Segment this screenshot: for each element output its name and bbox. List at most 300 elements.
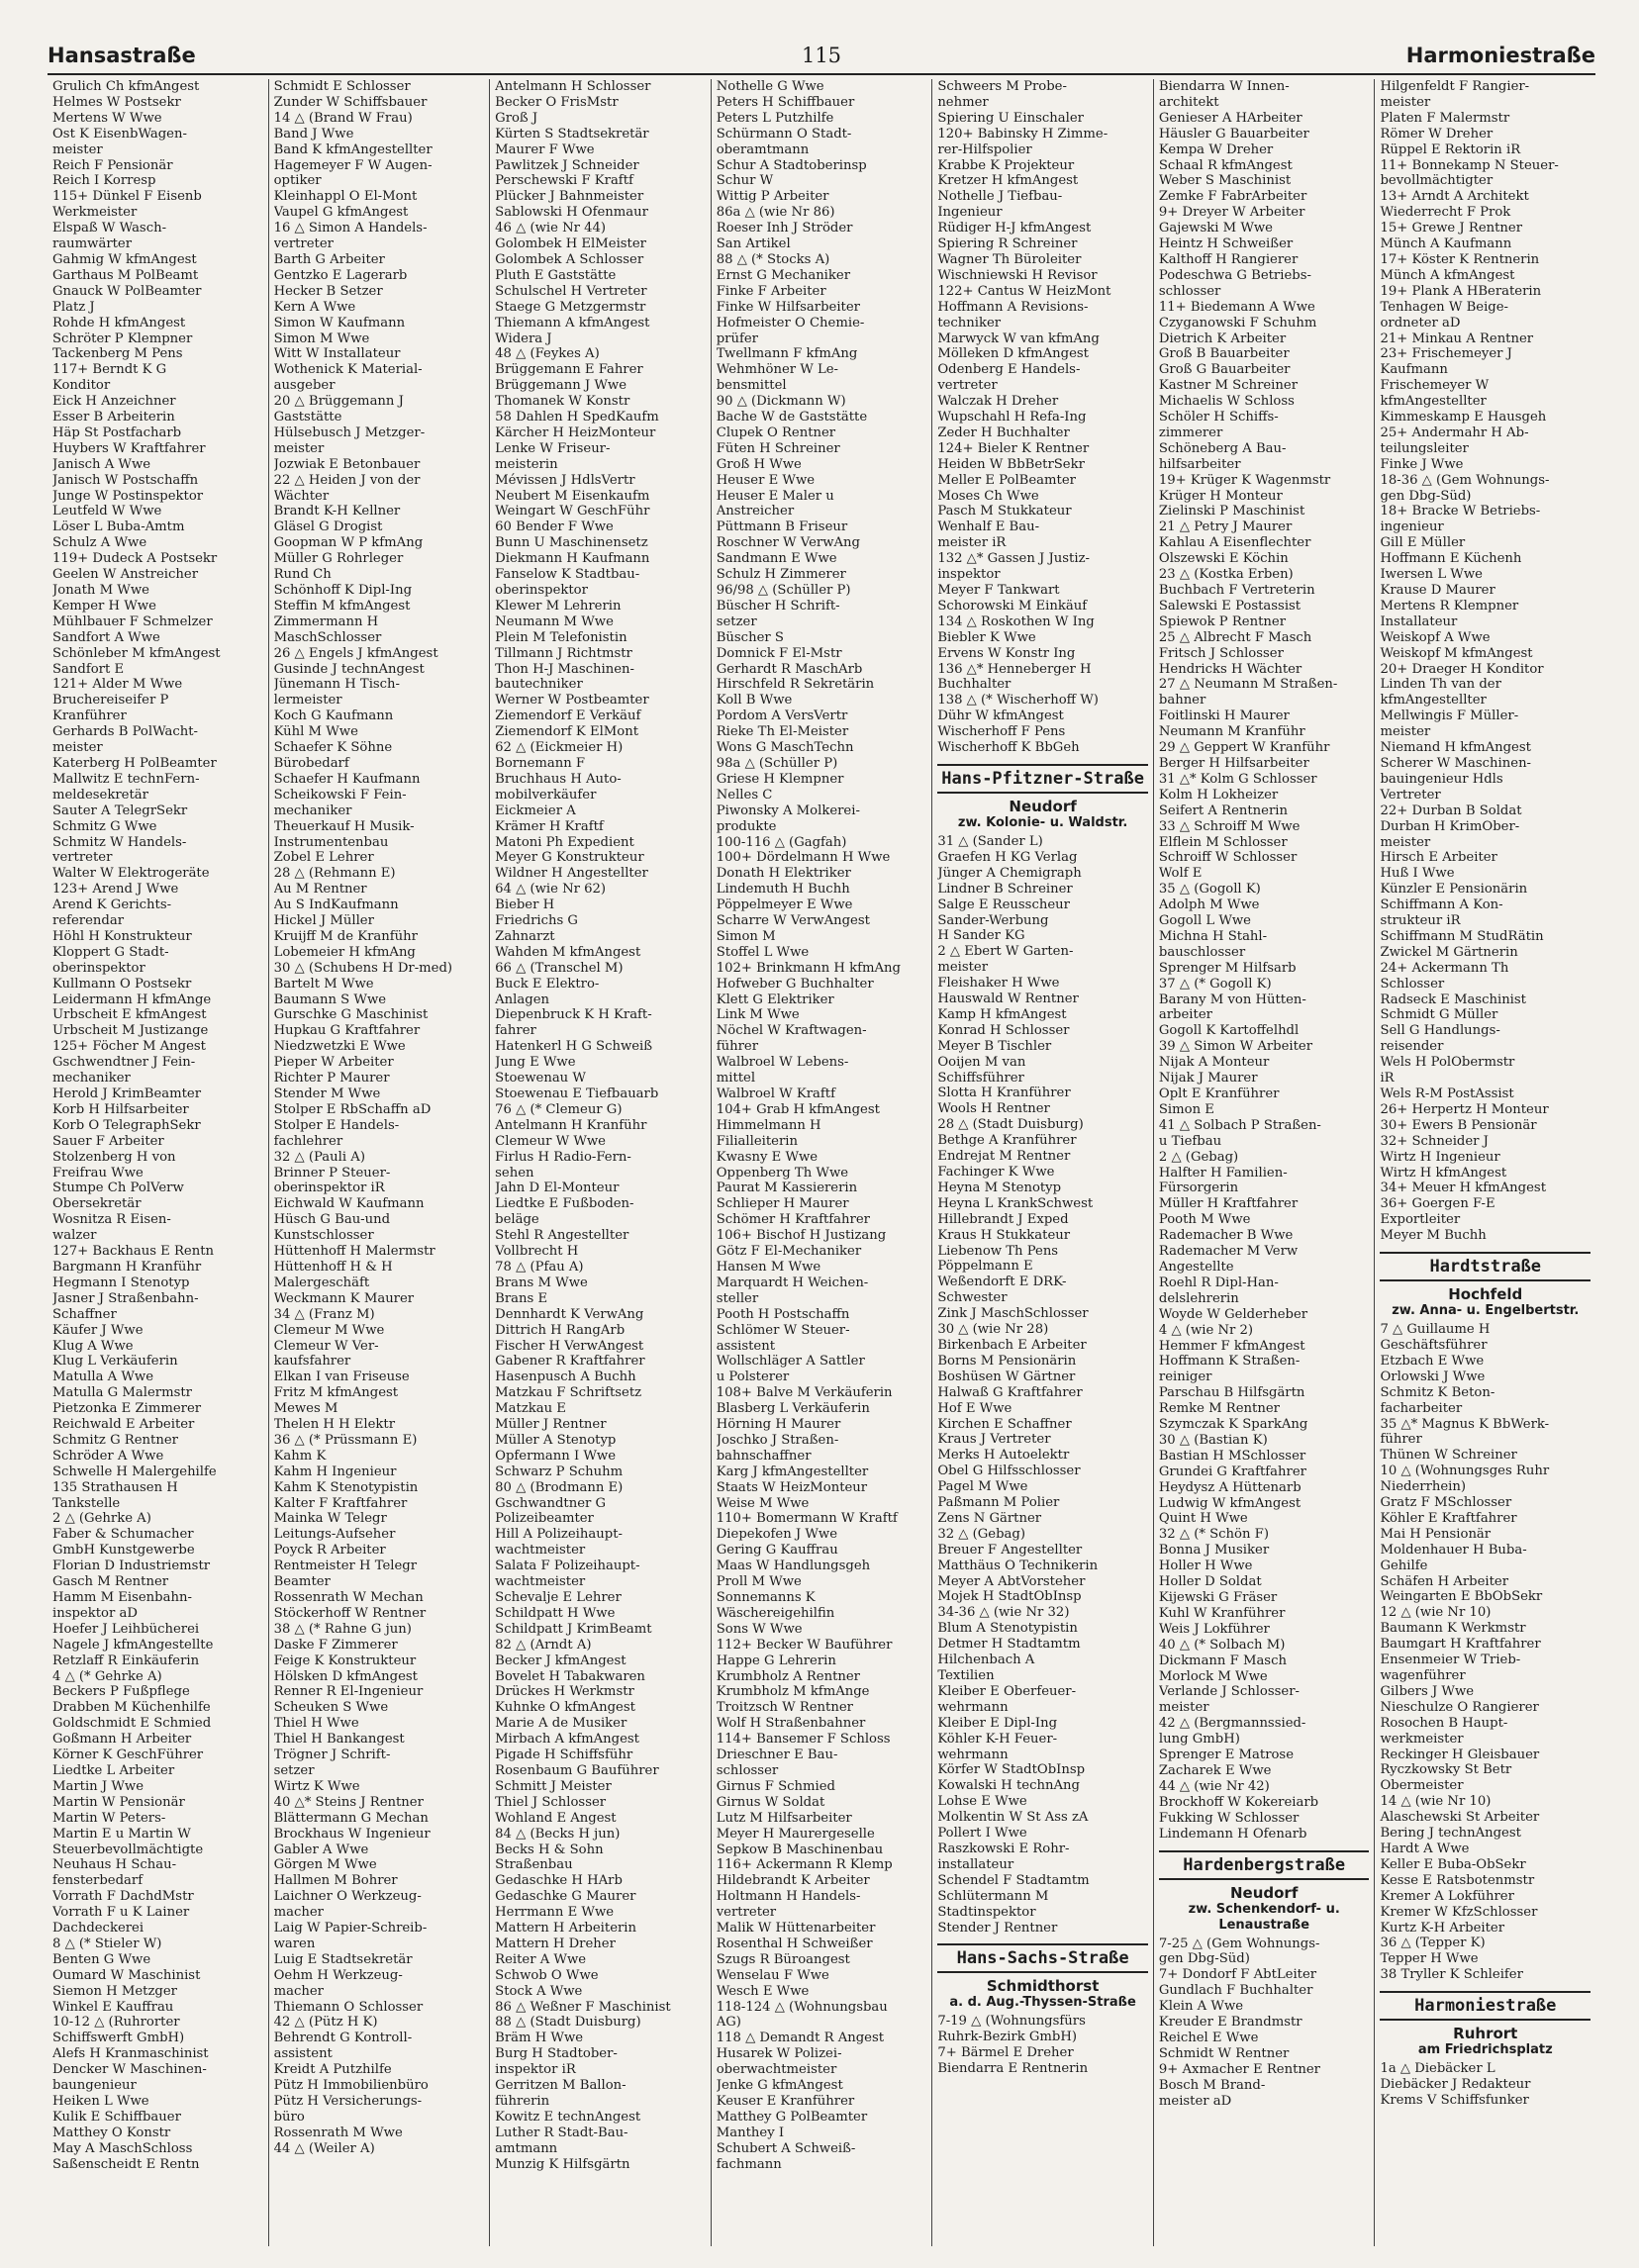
directory-entry: Schwester bbox=[937, 1290, 1008, 1306]
directory-entry: 32 △ (Pauli A) bbox=[273, 1149, 365, 1165]
directory-entry: Baumgart H Kraftfahrer bbox=[1380, 1637, 1541, 1653]
directory-entry: Walbroel W Kraftf bbox=[716, 1087, 835, 1101]
directory-entry: Liedtke L Arbeiter bbox=[52, 1762, 175, 1778]
directory-entry: Diekmann H Kaufmann bbox=[495, 551, 650, 567]
directory-entry: 46 △ (wie Nr 44) bbox=[495, 221, 607, 236]
directory-entry: Weber S Maschinist bbox=[1158, 173, 1292, 189]
directory-entry: Götz F El-Mechaniker bbox=[716, 1244, 862, 1260]
directory-entry: Clupek O Rentner bbox=[716, 425, 836, 440]
directory-entry: Iwersen L Wwe bbox=[1380, 567, 1483, 583]
directory-entry: Klein A Wwe bbox=[1158, 1999, 1244, 2015]
directory-entry: 80 △ (Brodmann E) bbox=[495, 1479, 624, 1495]
directory-entry: Florian D Industriemstr bbox=[52, 1559, 211, 1574]
directory-entry: Obermeister bbox=[1380, 1778, 1464, 1794]
directory-entry: Salata F Polizeihaupt- bbox=[495, 1559, 640, 1574]
directory-entry: Sauter A TelegrSekr bbox=[52, 803, 188, 818]
directory-entry: Ruhrk-Bezirk GmbH) bbox=[937, 2030, 1078, 2045]
directory-entry: 7+ Bärmel E Dreher bbox=[937, 2045, 1074, 2061]
directory-entry: 2 △ (Gebag) bbox=[1158, 1149, 1239, 1165]
directory-entry: 29 △ Geppert W Kranführ bbox=[1158, 740, 1330, 756]
directory-entry: assistent bbox=[716, 1338, 776, 1354]
directory-entry: Marwyck W van kfmAng bbox=[937, 331, 1100, 346]
directory-entry: meister bbox=[273, 440, 325, 456]
directory-entry: Stender J Rentner bbox=[937, 1920, 1058, 1936]
directory-entry: Gläsel G Drogist bbox=[273, 520, 383, 535]
directory-entry: Schwelle H Malergehilfe bbox=[52, 1464, 217, 1479]
directory-entry: Weiskopf A Wwe bbox=[1380, 629, 1491, 645]
directory-entry: gen Dbg-Süd) bbox=[1380, 488, 1472, 504]
directory-entry: Lenke W Friseur- bbox=[495, 440, 611, 456]
directory-entry: Halfter H Familien- bbox=[1158, 1165, 1288, 1181]
directory-entry: werkmeister bbox=[1380, 1731, 1464, 1747]
directory-entry: Niemand H kfmAngest bbox=[1380, 740, 1531, 756]
directory-entry: 21+ Minkau A Rentner bbox=[1380, 331, 1534, 346]
directory-entry: Stock A Wwe bbox=[495, 1983, 583, 1999]
directory-entry: Häp St Postfacharb bbox=[52, 425, 182, 440]
directory-entry: 30 △ (Schubens H Dr-med) bbox=[273, 960, 453, 976]
directory-entry: 33 △ Schroiff M Wwe bbox=[1158, 818, 1301, 834]
header-street-end: Harmoniestraße bbox=[1405, 44, 1595, 67]
directory-entry: Remke M Rentner bbox=[1158, 1401, 1280, 1417]
directory-entry: 40 △ (* Solbach M) bbox=[1158, 1637, 1286, 1653]
directory-entry: Fürsorgerin bbox=[1158, 1181, 1239, 1196]
directory-entry: walzer bbox=[52, 1228, 97, 1244]
directory-entry: Reichel E Wwe bbox=[1158, 2030, 1259, 2045]
directory-entry: Zemke F FabrArbeiter bbox=[1158, 189, 1307, 205]
directory-entry: 36 △ (Tepper K) bbox=[1380, 1936, 1486, 1951]
directory-entry: San Artikel bbox=[716, 236, 791, 252]
directory-entry: 127+ Backhaus E Rentn bbox=[52, 1244, 214, 1260]
directory-entry: Wosnitza R Eisen- bbox=[52, 1212, 171, 1228]
directory-entry: 2 △ Ebert W Garten- bbox=[937, 944, 1074, 960]
directory-entry: Stender M Wwe bbox=[273, 1087, 381, 1101]
directory-entry: Ingenieur bbox=[937, 205, 1003, 221]
directory-entry: Werner W Postbeamter bbox=[495, 693, 649, 709]
directory-entry: Pütz H Immobilienbüro bbox=[273, 2078, 429, 2094]
directory-entry: Fachinger K Wwe bbox=[937, 1165, 1055, 1180]
directory-entry: lermeister bbox=[273, 693, 342, 709]
directory-entry: amtmann bbox=[495, 2140, 558, 2156]
directory-entry: Rosenbaum G Bauführer bbox=[495, 1762, 659, 1778]
directory-entry: Krems V Schiffsfunker bbox=[1380, 2092, 1529, 2108]
directory-entry: teilungsleiter bbox=[1380, 440, 1469, 456]
district-name: Ruhrort bbox=[1453, 2025, 1518, 2043]
directory-entry: Dühr W kfmAngest bbox=[937, 709, 1064, 724]
directory-entry: Nöchel W Kraftwagen- bbox=[716, 1023, 867, 1039]
directory-entry: bahnschaffner bbox=[716, 1448, 812, 1464]
directory-entry: 4 △ (wie Nr 2) bbox=[1158, 1322, 1254, 1338]
directory-entry: Sprenger E Matrose bbox=[1158, 1748, 1295, 1763]
directory-entry: Werkmeister bbox=[52, 205, 138, 221]
directory-entry: Nijak J Maurer bbox=[1158, 1071, 1258, 1087]
directory-entry: Hirsch E Arbeiter bbox=[1380, 850, 1497, 866]
directory-entry: Durban H KrimOber- bbox=[1380, 818, 1520, 834]
directory-entry: Simon M bbox=[716, 928, 776, 944]
directory-entry: delslehrerin bbox=[1158, 1290, 1239, 1306]
directory-entry: Weis J Lokführer bbox=[1158, 1621, 1270, 1637]
directory-entry: Eickmeier A bbox=[495, 803, 576, 818]
directory-entry: 7+ Dondorf F AbtLeiter bbox=[1158, 1967, 1317, 1983]
directory-entry: Ludwig W kfmAngest bbox=[1158, 1495, 1302, 1511]
street-heading: Hardenbergstraße bbox=[1159, 1850, 1370, 1880]
directory-entry: Tackenberg M Pens bbox=[52, 346, 183, 362]
directory-entry: Kahm K bbox=[273, 1448, 327, 1464]
directory-entry: Pluth E Gaststätte bbox=[495, 267, 617, 283]
directory-entry: Kullmann O Postsekr bbox=[52, 976, 192, 992]
directory-entry: 12 △ (wie Nr 10) bbox=[1380, 1605, 1492, 1621]
directory-entry: Schildpatt J KrimBeamt bbox=[495, 1621, 652, 1637]
directory-entry: bautechniker bbox=[495, 677, 583, 693]
directory-entry: reiniger bbox=[1158, 1370, 1212, 1385]
directory-entry: Gabener R Kraftfahrer bbox=[495, 1354, 645, 1370]
directory-entry: Tenhagen W Beige- bbox=[1380, 299, 1508, 315]
directory-entry: Gusinde J technAngest bbox=[273, 661, 425, 677]
directory-entry: Oehm H Werkzeug- bbox=[273, 1967, 403, 1983]
directory-entry: Witt W Installateur bbox=[273, 346, 401, 362]
directory-entry: schlosser bbox=[1158, 283, 1221, 299]
directory-entry: Dennhardt K VerwAng bbox=[495, 1306, 644, 1322]
directory-entry: Biendarra E Rentnerin bbox=[937, 2061, 1089, 2077]
directory-entry: Gilbers J Wwe bbox=[1380, 1683, 1475, 1699]
directory-entry: Meyer B Tischler bbox=[937, 1038, 1052, 1054]
directory-entry: Bache W de Gaststätte bbox=[716, 410, 868, 425]
directory-entry: Lindemann H Ofenarb bbox=[1158, 1826, 1307, 1842]
directory-entry: Baumann S Wwe bbox=[273, 992, 387, 1007]
directory-entry: Liebenow Th Pens bbox=[937, 1243, 1059, 1259]
directory-entry: Kuhl W Kranführer bbox=[1158, 1605, 1286, 1621]
directory-entry: 17+ Köster K Rentnerin bbox=[1380, 251, 1540, 267]
directory-entry: 110+ Bomermann W Kraftf bbox=[716, 1511, 898, 1527]
directory-entry: Matthäus O Technikerin bbox=[937, 1558, 1099, 1573]
directory-entry: produkte bbox=[716, 818, 777, 834]
directory-entry: Schmitz G Wwe bbox=[52, 818, 157, 834]
directory-entry: nehmer bbox=[937, 94, 989, 110]
directory-entry: Kraus J Vertreter bbox=[937, 1432, 1051, 1448]
directory-entry: Heuser E Wwe bbox=[716, 472, 816, 488]
directory-entry: Golombek H ElMeister bbox=[495, 236, 646, 252]
directory-entry: Wagner Th Büroleiter bbox=[937, 251, 1082, 267]
directory-entry: Au M Rentner bbox=[273, 882, 367, 898]
directory-entry: 34+ Meuer H kfmAngest bbox=[1380, 1181, 1546, 1196]
directory-entry: Behrendt G Kontroll- bbox=[273, 2031, 413, 2046]
directory-entry: Etzbach E Wwe bbox=[1380, 1353, 1485, 1369]
directory-entry: Büscher H Schrift- bbox=[716, 598, 840, 614]
directory-entry: Schröder A Wwe bbox=[52, 1448, 164, 1464]
directory-entry: Quint H Wwe bbox=[1158, 1511, 1248, 1527]
directory-entry: 19+ Krüger K Wagenmstr bbox=[1158, 472, 1331, 488]
directory-entry: referendar bbox=[52, 913, 125, 929]
directory-entry: Kranführer bbox=[52, 709, 127, 724]
directory-entry: 15+ Grewe J Rentner bbox=[1380, 221, 1523, 236]
directory-entry: Marie A de Musiker bbox=[495, 1716, 627, 1732]
directory-entry: Halwaß G Kraftfahrer bbox=[937, 1384, 1083, 1400]
directory-entry: Becks H & Sohn bbox=[495, 1842, 604, 1857]
directory-entry: Seifert A Rentnerin bbox=[1158, 803, 1288, 818]
directory-entry: Thiel H Bankangest bbox=[273, 1732, 405, 1748]
directory-entry: Wirtz H kfmAngest bbox=[1380, 1165, 1507, 1181]
directory-entry: Gogoll K Kartoffelhdl bbox=[1158, 1023, 1300, 1039]
directory-entry: Zens N Gärtner bbox=[937, 1510, 1042, 1526]
directory-entry: Brüggemann E Fahrer bbox=[495, 362, 643, 378]
directory-entry: Zeder H Buchhalter bbox=[937, 425, 1070, 440]
directory-entry: Parschau B Hilfsgärtn bbox=[1158, 1385, 1305, 1401]
directory-entry: beläge bbox=[495, 1212, 539, 1228]
directory-entry: Bonna J Musiker bbox=[1158, 1543, 1270, 1559]
directory-entry: Wolf E bbox=[1158, 866, 1203, 882]
directory-entry: Schaal R kfmAngest bbox=[1158, 157, 1293, 173]
directory-entry: Herold J KrimBeamter bbox=[52, 1087, 202, 1101]
directory-entry: Schendel F Stadtamtm bbox=[937, 1872, 1090, 1888]
directory-entry: Heiken L Wwe bbox=[52, 2094, 149, 2109]
header-street-start: Hansastraße bbox=[48, 44, 196, 67]
directory-entry: Sepkow B Maschinenbau bbox=[716, 1842, 884, 1857]
directory-entry: Gschwandtner G bbox=[495, 1495, 607, 1511]
directory-entry: 78 △ (Pfau A) bbox=[495, 1259, 584, 1275]
directory-entry: Paßmann M Polier bbox=[937, 1495, 1060, 1511]
directory-entry: Hüttenhoff H & H bbox=[273, 1259, 393, 1275]
directory-entry: Thiemann O Schlosser bbox=[273, 1999, 424, 2015]
directory-entry: meister bbox=[52, 740, 103, 756]
directory-entry: 25 △ Albrecht F Masch bbox=[1158, 629, 1312, 645]
directory-entry: Poyck R Arbeiter bbox=[273, 1543, 386, 1559]
directory-entry: 125+ Föcher M Angest bbox=[52, 1039, 206, 1055]
directory-entry: 2 △ (Gehrke A) bbox=[52, 1511, 151, 1527]
directory-entry: Kirchen E Schaffner bbox=[937, 1416, 1072, 1432]
directory-entry: fensterbedarf bbox=[52, 1873, 144, 1889]
directory-entry: Rossenrath M Wwe bbox=[273, 2125, 403, 2140]
directory-entry: Neubert M Eisenkaufm bbox=[495, 488, 650, 504]
directory-entry: 20 △ Brüggemann J bbox=[273, 394, 404, 410]
directory-entry: Dencker W Maschinen- bbox=[52, 2062, 207, 2078]
directory-entry: Spiering U Einschaler bbox=[937, 110, 1084, 126]
directory-entry: Schorowski M Einkäuf bbox=[937, 598, 1088, 614]
directory-entry: Urbscheit E kfmAngest bbox=[52, 1007, 207, 1023]
directory-entry: Wupschahl H Refa-Ing bbox=[937, 410, 1087, 425]
directory-entry: Hoefer J Leihbücherei bbox=[52, 1621, 200, 1637]
directory-entry: Wittig P Arbeiter bbox=[716, 189, 829, 205]
directory-entry: Leutfeld W Wwe bbox=[52, 504, 162, 520]
directory-entry: 28 △ (Rehmann E) bbox=[273, 866, 396, 882]
directory-entry: Bargmann H Kranführ bbox=[52, 1259, 202, 1275]
directory-entry: Hof E Wwe bbox=[937, 1400, 1012, 1416]
directory-entry: Niedzwetzki E Wwe bbox=[273, 1039, 406, 1055]
directory-column bbox=[1154, 79, 1376, 2246]
directory-entry: Detmer H Stadtamtm bbox=[937, 1637, 1081, 1653]
directory-entry: Ooijen M van bbox=[937, 1054, 1026, 1070]
directory-entry: Dickmann F Masch bbox=[1158, 1653, 1287, 1668]
directory-entry: Schmidt W Rentner bbox=[1158, 2045, 1290, 2061]
directory-entry: Bartelt M Wwe bbox=[273, 976, 374, 992]
directory-entry: Rosochen B Haupt- bbox=[1380, 1715, 1508, 1731]
directory-entry: Kahm K Stenotypistin bbox=[273, 1479, 419, 1495]
directory-entry: Pigade H Schiffsführ bbox=[495, 1748, 633, 1763]
directory-entry: Ziemendorf E Verkäuf bbox=[495, 709, 641, 724]
directory-entry: Kurtz K-H Arbeiter bbox=[1380, 1920, 1505, 1936]
directory-entry: Vertreter bbox=[1380, 787, 1441, 803]
directory-entry: Kijewski G Fräser bbox=[1158, 1590, 1278, 1605]
directory-entry: Freifrau Wwe bbox=[52, 1165, 144, 1181]
directory-entry: Paurat M Kassiererin bbox=[716, 1181, 858, 1196]
directory-entry: Schulz H Zimmerer bbox=[716, 567, 846, 583]
directory-entry: Mai H Pensionär bbox=[1380, 1526, 1492, 1542]
directory-entry: Sell G Handlungs- bbox=[1380, 1023, 1500, 1039]
directory-entry: Mévissen J HdlsVertr bbox=[495, 472, 635, 488]
directory-entry: 9+ Dreyer W Arbeiter bbox=[1158, 205, 1305, 221]
directory-entry: Krämer H Kraftf bbox=[495, 818, 604, 834]
directory-entry: Beckers P Fußpflege bbox=[52, 1684, 190, 1700]
directory-entry: 104+ Grab H kfmAngest bbox=[716, 1101, 880, 1117]
directory-entry: Walczak H Dreher bbox=[937, 394, 1059, 410]
directory-entry: Wischerhoff K BbGeh bbox=[937, 740, 1080, 756]
directory-entry: 123+ Arend J Wwe bbox=[52, 882, 179, 898]
directory-entry: Malergeschäft bbox=[273, 1275, 370, 1290]
directory-entry: Wenhalf E Bau- bbox=[937, 520, 1040, 535]
directory-entry: Trögner J Schrift- bbox=[273, 1748, 391, 1763]
directory-entry: Jonath M Wwe bbox=[52, 583, 149, 598]
directory-entry: Ervens W Konstr Ing bbox=[937, 645, 1076, 661]
directory-entry: Reich F Pensionär bbox=[52, 157, 173, 173]
directory-entry: Hillebrandt J Exped bbox=[937, 1211, 1069, 1227]
directory-entry: Hölsken D kfmAngest bbox=[273, 1668, 418, 1684]
directory-entry: Dittrich H RangArb bbox=[495, 1322, 626, 1338]
directory-entry: Zimmermann H bbox=[273, 614, 379, 629]
directory-entry: Elkan I van Friseuse bbox=[273, 1370, 410, 1385]
directory-entry: 100+ Dördelmann H Wwe bbox=[716, 850, 891, 866]
directory-entry: Kesse E Ratsbotenmstr bbox=[1380, 1872, 1535, 1888]
directory-entry: Heiden W BbBetrSekr bbox=[937, 456, 1085, 472]
directory-entry: 10-12 △ (Ruhrorter bbox=[52, 2015, 180, 2031]
directory-entry: Raszkowski E Rohr- bbox=[937, 1841, 1070, 1856]
directory-entry: Schönhoff K Dipl-Ing bbox=[273, 583, 413, 598]
directory-entry: Zunder W Schiffsbauer bbox=[273, 94, 428, 110]
directory-entry: Hauswald W Rentner bbox=[937, 992, 1079, 1007]
directory-entry: Retzlaff R Einkäuferin bbox=[52, 1653, 200, 1668]
directory-entry: meister bbox=[1158, 1700, 1209, 1716]
directory-entry: meister bbox=[937, 960, 989, 976]
directory-entry: Boshüsen W Gärtner bbox=[937, 1369, 1076, 1384]
directory-entry: Hemmer F kfmAngest bbox=[1158, 1338, 1305, 1354]
directory-entry: 114+ Bansemer F Schloss bbox=[716, 1732, 891, 1748]
directory-entry: Mattern H Dreher bbox=[495, 1936, 616, 1951]
street-range-note: zw. Schenkendorf- u. Lenaustraße bbox=[1188, 1901, 1340, 1933]
directory-entry: 134 △ Roskothen W Ing bbox=[937, 614, 1095, 629]
directory-entry: Nothelle G Wwe bbox=[716, 79, 824, 94]
directory-entry: Reckinger H Gleisbauer bbox=[1380, 1747, 1540, 1762]
directory-entry: Podeschwa G Betriebs- bbox=[1158, 267, 1311, 283]
directory-entry: Hansen M Wwe bbox=[716, 1259, 821, 1275]
directory-entry: 136 △* Henneberger H bbox=[937, 661, 1092, 677]
directory-entry: Hofmeister O Chemie- bbox=[716, 315, 865, 331]
directory-entry: oberinspektor bbox=[495, 583, 588, 598]
directory-entry: Benten G Wwe bbox=[52, 1951, 151, 1967]
directory-entry: Exportleiter bbox=[1380, 1212, 1461, 1228]
directory-entry: Kowitz E technAngest bbox=[495, 2109, 641, 2125]
directory-entry: Himmelmann H bbox=[716, 1117, 821, 1133]
directory-entry: schlosser bbox=[716, 1762, 779, 1778]
directory-entry: Richter P Maurer bbox=[273, 1071, 390, 1087]
directory-entry: Schildpatt H Wwe bbox=[495, 1605, 616, 1621]
directory-entry: Kruijff M de Kranführ bbox=[273, 928, 418, 944]
directory-entry: Genieser A HArbeiter bbox=[1158, 110, 1302, 126]
directory-entry: Krumbholz M kfmAnge bbox=[716, 1684, 870, 1700]
directory-entry: 19+ Plank A HBeraterin bbox=[1380, 283, 1542, 299]
directory-entry: Schweers M Probe- bbox=[937, 79, 1067, 94]
directory-entry: Grulich Ch kfmAngest bbox=[52, 79, 200, 94]
directory-entry: Schmitz K Beton- bbox=[1380, 1384, 1495, 1400]
directory-entry: Esser B Arbeiterin bbox=[52, 410, 175, 425]
directory-entry: Hamm M Eisenbahn- bbox=[52, 1590, 192, 1605]
directory-entry: Köhler E Kraftfahrer bbox=[1380, 1510, 1517, 1526]
directory-entry: fachmann bbox=[716, 2156, 782, 2172]
directory-entry: Orlowski J Wwe bbox=[1380, 1369, 1486, 1384]
directory-entry: wehrmann bbox=[937, 1747, 1009, 1762]
directory-entry: 86a △ (wie Nr 86) bbox=[716, 205, 835, 221]
directory-entry: Gill E Müller bbox=[1380, 535, 1466, 551]
directory-entry: Fanselow K Stadtbau- bbox=[495, 567, 640, 583]
directory-entry: iR bbox=[1380, 1071, 1395, 1087]
directory-entry: 31 △* Kolm G Schlosser bbox=[1158, 771, 1317, 787]
directory-entry: Thiel H Wwe bbox=[273, 1716, 359, 1732]
directory-entry: Pöppelmann E bbox=[937, 1259, 1033, 1275]
directory-entry: Straßenbau bbox=[495, 1857, 573, 1873]
directory-entry: Hecker B Setzer bbox=[273, 283, 383, 299]
directory-entry: Rademacher B Wwe bbox=[1158, 1228, 1294, 1244]
directory-entry: Diepekofen J Wwe bbox=[716, 1527, 838, 1543]
directory-entry: 58 Dahlen H SpedKaufm bbox=[495, 410, 659, 425]
directory-entry: Janisch A Wwe bbox=[52, 456, 151, 472]
directory-entry: Rohde H kfmAngest bbox=[52, 315, 186, 331]
directory-entry: 7 △ Guillaume H bbox=[1380, 1322, 1491, 1338]
directory-entry: Rossenrath W Mechan bbox=[273, 1590, 424, 1605]
directory-entry: Kühl M Wwe bbox=[273, 724, 358, 740]
directory-entry: Laig W Papier-Schreib- bbox=[273, 1921, 428, 1937]
directory-entry: 16 △ Simon A Handels- bbox=[273, 221, 428, 236]
directory-entry: 25+ Andermahr H Ab- bbox=[1380, 425, 1529, 440]
directory-entry: Jenke G kfmAngest bbox=[716, 2078, 843, 2094]
directory-entry: Schröter P Klempner bbox=[52, 331, 193, 346]
directory-entry: Wollschläger A Sattler bbox=[716, 1354, 865, 1370]
directory-entry: Schlömer W Steuer- bbox=[716, 1322, 850, 1338]
directory-entry: Roehl R Dipl-Han- bbox=[1158, 1275, 1279, 1290]
directory-entry: Münch A kfmAngest bbox=[1380, 267, 1515, 283]
directory-entry: Morlock M Wwe bbox=[1158, 1668, 1268, 1684]
directory-entry: Elflein M Schlosser bbox=[1158, 834, 1288, 850]
directory-entry: Wischniewski H Revisor bbox=[937, 267, 1098, 283]
directory-entry: Buchhalter bbox=[937, 677, 1012, 693]
directory-entry: 14 △ (wie Nr 10) bbox=[1380, 1794, 1492, 1810]
directory-entry: meisterin bbox=[495, 456, 558, 472]
directory-entry: Hoffmann K Straßen- bbox=[1158, 1354, 1301, 1370]
directory-entry: 90 △ (Dickmann W) bbox=[716, 394, 846, 410]
directory-entry: Kuhnke O kfmAngest bbox=[495, 1700, 635, 1716]
directory-entry: Römer W Dreher bbox=[1380, 126, 1494, 142]
directory-entry: Spiering R Schreiner bbox=[937, 236, 1078, 252]
directory-entry: Burg H Stadtober- bbox=[495, 2046, 618, 2062]
directory-entry: 119+ Dudeck A Postsekr bbox=[52, 551, 218, 567]
directory-entry: Holler H Wwe bbox=[1158, 1559, 1253, 1574]
directory-entry: Rüdiger H-J kfmAngest bbox=[937, 221, 1092, 236]
directory-entry: Gurschke G Maschinist bbox=[273, 1007, 429, 1023]
directory-entry: Czyganowski F Schuhm bbox=[1158, 315, 1317, 331]
directory-entry: Brüggemann J Wwe bbox=[495, 378, 627, 394]
directory-entry: Köhler K-H Feuer- bbox=[937, 1731, 1058, 1747]
directory-entry: Sauer F Arbeiter bbox=[52, 1133, 164, 1149]
directory-entry: Staats W HeizMonteur bbox=[716, 1479, 868, 1495]
directory-entry: Simon M Wwe bbox=[273, 331, 370, 346]
directory-entry: Katerberg H PolBeamter bbox=[52, 755, 217, 771]
directory-entry: Meller E PolBeamter bbox=[937, 472, 1076, 488]
directory-entry: Mojek H StadtObInsp bbox=[937, 1589, 1082, 1605]
